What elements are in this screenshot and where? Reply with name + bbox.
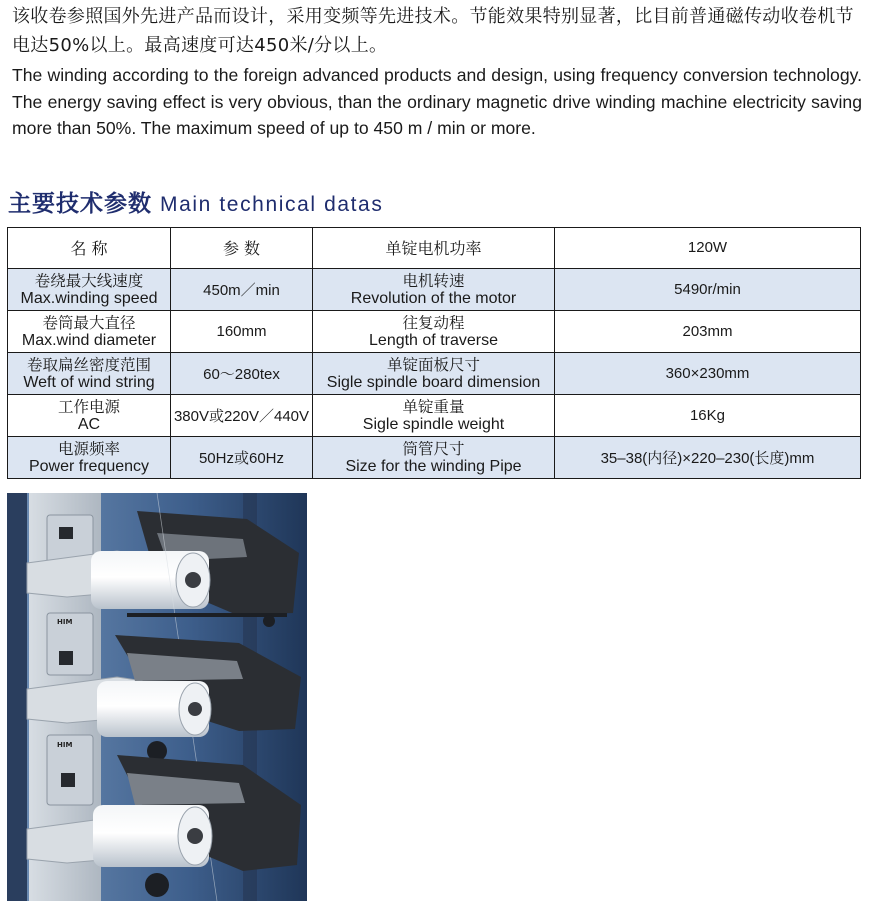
spec-param-value-cell [555, 311, 861, 353]
intro-chinese: 该收卷参照国外先进产品而设计，采用变频等先进技术。节能效果特别显著，比目前普通磁传动收卷机节电达50%以上。最高速度可达450米/分以上。 [12, 6, 854, 56]
spec-name-cell [8, 269, 171, 311]
table-header-row [8, 228, 861, 269]
spec-param-value-cell [555, 437, 861, 479]
section-title-cn: 主要技术参数 [8, 191, 152, 217]
panel-brand-label: HIM [57, 741, 73, 749]
spec-value-cell [171, 353, 313, 395]
spec-value: 60～280tex [203, 366, 280, 383]
intro-english: The winding according to the foreign advanced products and design, using frequency conversion technology. The energy saving effect is very obvious, than the ordinary magnetic drive winding machine electricity saving more than 50%. The maximum speed of up to 450 m / min or more. [12, 65, 862, 138]
spec-name-cell [8, 395, 171, 437]
header-name-label: 名 称 [70, 238, 108, 258]
spec-param-cell [313, 437, 555, 479]
spec-name-en: Max.winding speed [20, 289, 158, 307]
section-title-en: Main technical datas [160, 193, 384, 216]
spec-value: 50Hz或60Hz [198, 450, 285, 467]
spec-value-cell [171, 437, 313, 479]
spec-name-cn: 工作电源 [57, 397, 120, 416]
spec-param-cn: 筒管尺寸 [402, 439, 465, 458]
table-row [8, 311, 861, 353]
winder-machine-photo [7, 493, 307, 901]
spec-name-en: Power frequency [28, 457, 150, 475]
spec-name-cn: 卷筒最大直径 [42, 313, 136, 332]
spec-param-value: 5490r/min [674, 280, 741, 298]
spec-param-cn: 往复动程 [402, 313, 465, 332]
panel-brand-label: HIM [57, 618, 73, 626]
spec-param-value-cell [555, 269, 861, 311]
specs-table [7, 227, 861, 479]
header-value-label: 参 数 [222, 238, 261, 258]
spec-value: 160mm [216, 322, 267, 340]
spec-name-en: Max.wind diameter [21, 331, 157, 349]
header-name-cell [8, 228, 171, 269]
spec-param-value: 35–38(内径)×220–230(长度)mm [600, 450, 815, 467]
spec-param-en: Size for the winding Pipe [345, 457, 522, 475]
table-row [8, 437, 861, 479]
spec-value: 380V或220V／440V [173, 408, 310, 425]
spec-param-cell [313, 269, 555, 311]
spec-param-value-cell [555, 353, 861, 395]
header-param-cell [313, 228, 555, 269]
spec-value-cell [171, 269, 313, 311]
spec-name-cell [8, 353, 171, 395]
table-row [8, 353, 861, 395]
section-title [8, 185, 383, 218]
header-param-value: 120W [687, 239, 728, 256]
spec-param-cell [313, 395, 555, 437]
spec-param-en: Sigle spindle board dimension [326, 373, 541, 391]
spec-param-en: Revolution of the motor [350, 289, 517, 307]
header-param-value-cell [555, 228, 861, 269]
header-value-cell [171, 228, 313, 269]
spec-param-cell [313, 353, 555, 395]
spec-param-cn: 单锭重量 [402, 397, 465, 416]
table-row [8, 395, 861, 437]
spec-param-en: Sigle spindle weight [362, 415, 505, 433]
spec-param-cn: 单锭面板尺寸 [386, 355, 480, 374]
spec-name-cell [8, 437, 171, 479]
spec-name-cn: 卷取扁丝密度范围 [26, 355, 151, 374]
spec-name-en: Weft of wind string [23, 373, 155, 391]
spec-value-cell [171, 311, 313, 353]
spec-param-value: 360×230mm [665, 364, 750, 382]
spec-name-cell [8, 311, 171, 353]
spec-param-cell [313, 311, 555, 353]
spec-param-value: 16Kg [689, 406, 726, 424]
spec-param-value-cell [555, 395, 861, 437]
table-row [8, 269, 861, 311]
header-param-label: 单锭电机功率 [385, 238, 482, 258]
spec-param-value: 203mm [682, 322, 733, 340]
spec-value: 450m／min [203, 282, 280, 299]
spec-param-cn: 电机转速 [402, 271, 465, 290]
spec-name-cn: 电源频率 [57, 439, 120, 458]
spec-param-en: Length of traverse [369, 331, 498, 349]
spec-value-cell [171, 395, 313, 437]
spec-name-en: AC [77, 415, 101, 433]
spec-name-cn: 卷绕最大线速度 [34, 271, 144, 290]
